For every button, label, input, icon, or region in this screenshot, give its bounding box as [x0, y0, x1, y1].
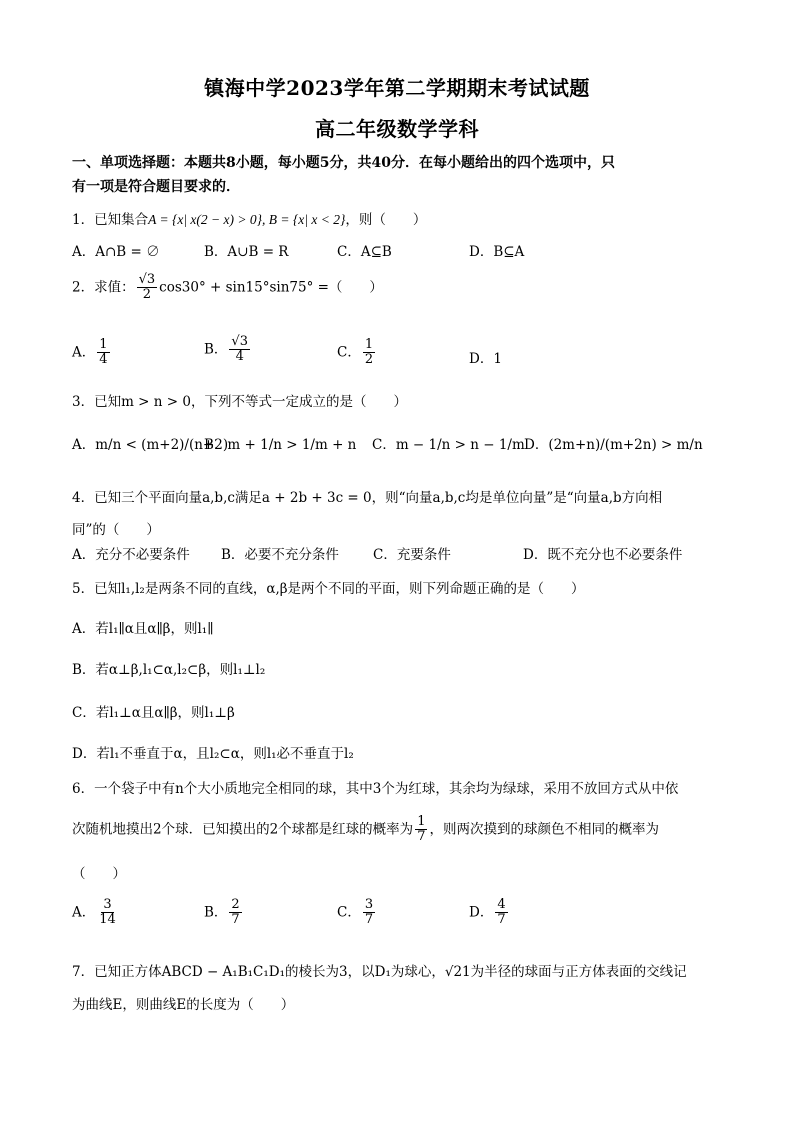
q5-stem: 5．已知l₁,l₂是两条不同的直线，α,β是两个不同的平面，则下列命题正确的是（ ）: [72, 581, 585, 597]
q6-option-b-frac: [229, 898, 241, 928]
q1-option-b: B．A∪B = R: [204, 244, 289, 260]
q5-option-a: A．若l₁∥α且α∥β，则l₁∥: [72, 621, 214, 637]
q6-option-a: [72, 898, 120, 928]
q6-option-d: [469, 898, 510, 928]
q7-stem-line2: 为曲线E，则曲线E的长度为（ ）: [72, 997, 295, 1013]
q2-option-b-den: 4: [235, 349, 244, 365]
q4-option-d: D．既不充分也不必要条件: [523, 547, 683, 563]
q3-stem: 3．已知m > n > 0，下列不等式一定成立的是（ ）: [72, 394, 407, 410]
exam-subtitle: 高二年级数学学科: [315, 117, 479, 141]
q2-option-b-num: √3: [231, 334, 248, 349]
q6-stem-line3: （ ）: [72, 866, 126, 882]
q3-option-a: A．m/n < (m+2)/(n+2): [72, 437, 229, 453]
q6-option-c-label: C．: [337, 904, 361, 921]
q6-stem-line2-post: ，则两次摸到的球颜色不相同的概率为: [429, 821, 659, 838]
section-heading-line2: 有一项是符合题目要求的．: [72, 179, 240, 195]
q3-option-b: B．m + 1/n > 1/m + n: [204, 437, 357, 453]
q2-fraction-num: √3: [138, 272, 156, 287]
q2-option-a-den: 4: [99, 352, 108, 368]
q1-option-d: D．B⊆A: [469, 244, 525, 260]
q6-option-c-den: 7: [364, 912, 374, 928]
q1-sets: A = {x| x(2 − x) > 0}, B = {x| x < 2}: [148, 212, 346, 227]
q1-stem-pre: 1．已知集合: [72, 212, 149, 228]
q5-option-d: D．若l₁不垂直于α，且l₂⊂α，则l₁必不垂直于l₂: [72, 746, 354, 762]
q2-option-a-label: A．: [72, 344, 96, 361]
q6-option-a-label: A．: [72, 904, 96, 921]
q2-option-b-frac: [229, 335, 250, 365]
q6-option-c: [337, 898, 377, 928]
q7-stem-line1: 7．已知正方体ABCD − A₁B₁C₁D₁的棱长为3，以D₁为球心，√21为半径的球面与正方体表面的交线记: [72, 964, 687, 980]
q6-option-d-num: 4: [497, 897, 506, 912]
q6-option-b-den: 7: [231, 912, 240, 928]
q2-option-c-num: 1: [364, 337, 374, 352]
q1-option-c: C．A⊆B: [337, 244, 392, 260]
q6-option-a-num: 3: [103, 897, 112, 912]
q2-expr: cos30° + sin15°sin75° =（ ）: [159, 279, 383, 296]
q4-option-a: A．充分不必要条件: [72, 547, 190, 563]
q6-option-a-den: 14: [99, 912, 116, 928]
q6-probability-num: 1: [417, 814, 426, 829]
q2-stem: [72, 273, 383, 303]
q6-probability-den: 7: [417, 829, 426, 845]
q2-option-b: [204, 335, 252, 365]
q2-option-d-text: 1: [493, 351, 502, 367]
q2-option-d-label: D．: [469, 351, 494, 367]
q3-option-d: D．(2m+n)/(m+2n) > m/n: [524, 437, 703, 453]
q6-option-d-frac: [495, 898, 507, 928]
q4-option-b: B．必要不充分条件: [221, 547, 339, 563]
q2-fraction-den: 2: [142, 287, 152, 303]
q2-option-a: [72, 338, 112, 368]
q6-option-c-num: 3: [364, 897, 374, 912]
q1-stem-post: ，则（ ）: [345, 212, 427, 228]
q4-stem-line2: 同”的（ ）: [72, 522, 160, 538]
q6-stem-line2: [72, 815, 659, 845]
q5-option-b: B．若α⊥β,l₁⊂α,l₂⊂β，则l₁⊥l₂: [72, 662, 266, 678]
q2-option-c-label: C．: [337, 344, 361, 361]
q6-option-d-den: 7: [497, 912, 506, 928]
q6-option-c-frac: [363, 898, 375, 928]
q4-option-c: C．充要条件: [373, 547, 451, 563]
q6-option-b: [204, 898, 244, 928]
q2-option-a-frac: [97, 338, 109, 368]
q1-stem: [72, 208, 426, 228]
q6-option-b-num: 2: [231, 897, 240, 912]
q6-stem-line2-pre: 次随机地摸出2个球．已知摸出的2个球都是红球的概率为: [72, 821, 414, 838]
q2-option-c-frac: [363, 338, 375, 368]
section-heading-line1: 一、单项选择题：本题共8小题，每小题5分，共40分．在每小题给出的四个选项中，只: [72, 155, 615, 171]
q5-option-c: C．若l₁⊥α且α∥β，则l₁⊥β: [72, 705, 235, 721]
q6-stem-line1: 6．一个袋子中有n个大小质地完全相同的球，其中3个为红球，其余均为绿球，采用不放回方式从中依: [72, 781, 679, 797]
q2-fraction: [137, 273, 158, 303]
q2-option-c: [337, 338, 377, 368]
exam-title: 镇海中学2023学年第二学期期末考试试题: [204, 76, 590, 100]
q1-option-a: A．A∩B = ∅: [72, 244, 160, 260]
q2-option-b-label: B．: [204, 341, 228, 358]
q6-probability-frac: [415, 815, 427, 845]
q2-option-d: [469, 347, 502, 367]
q4-stem-line1: 4．已知三个平面向量a,b,c满足a + 2b + 3c = 0，则“向量a,b,c均是单位向量”是“向量a,b方向相: [72, 490, 663, 506]
q2-option-c-den: 2: [364, 352, 374, 368]
q6-option-a-frac: [97, 898, 118, 928]
q6-option-b-label: B．: [204, 904, 228, 921]
q2-option-a-num: 1: [99, 337, 108, 352]
q3-option-c: C．m − 1/n > n − 1/m: [372, 437, 525, 453]
q2-stem-pre: 2．求值：: [72, 279, 135, 296]
q6-option-d-label: D．: [469, 904, 494, 921]
